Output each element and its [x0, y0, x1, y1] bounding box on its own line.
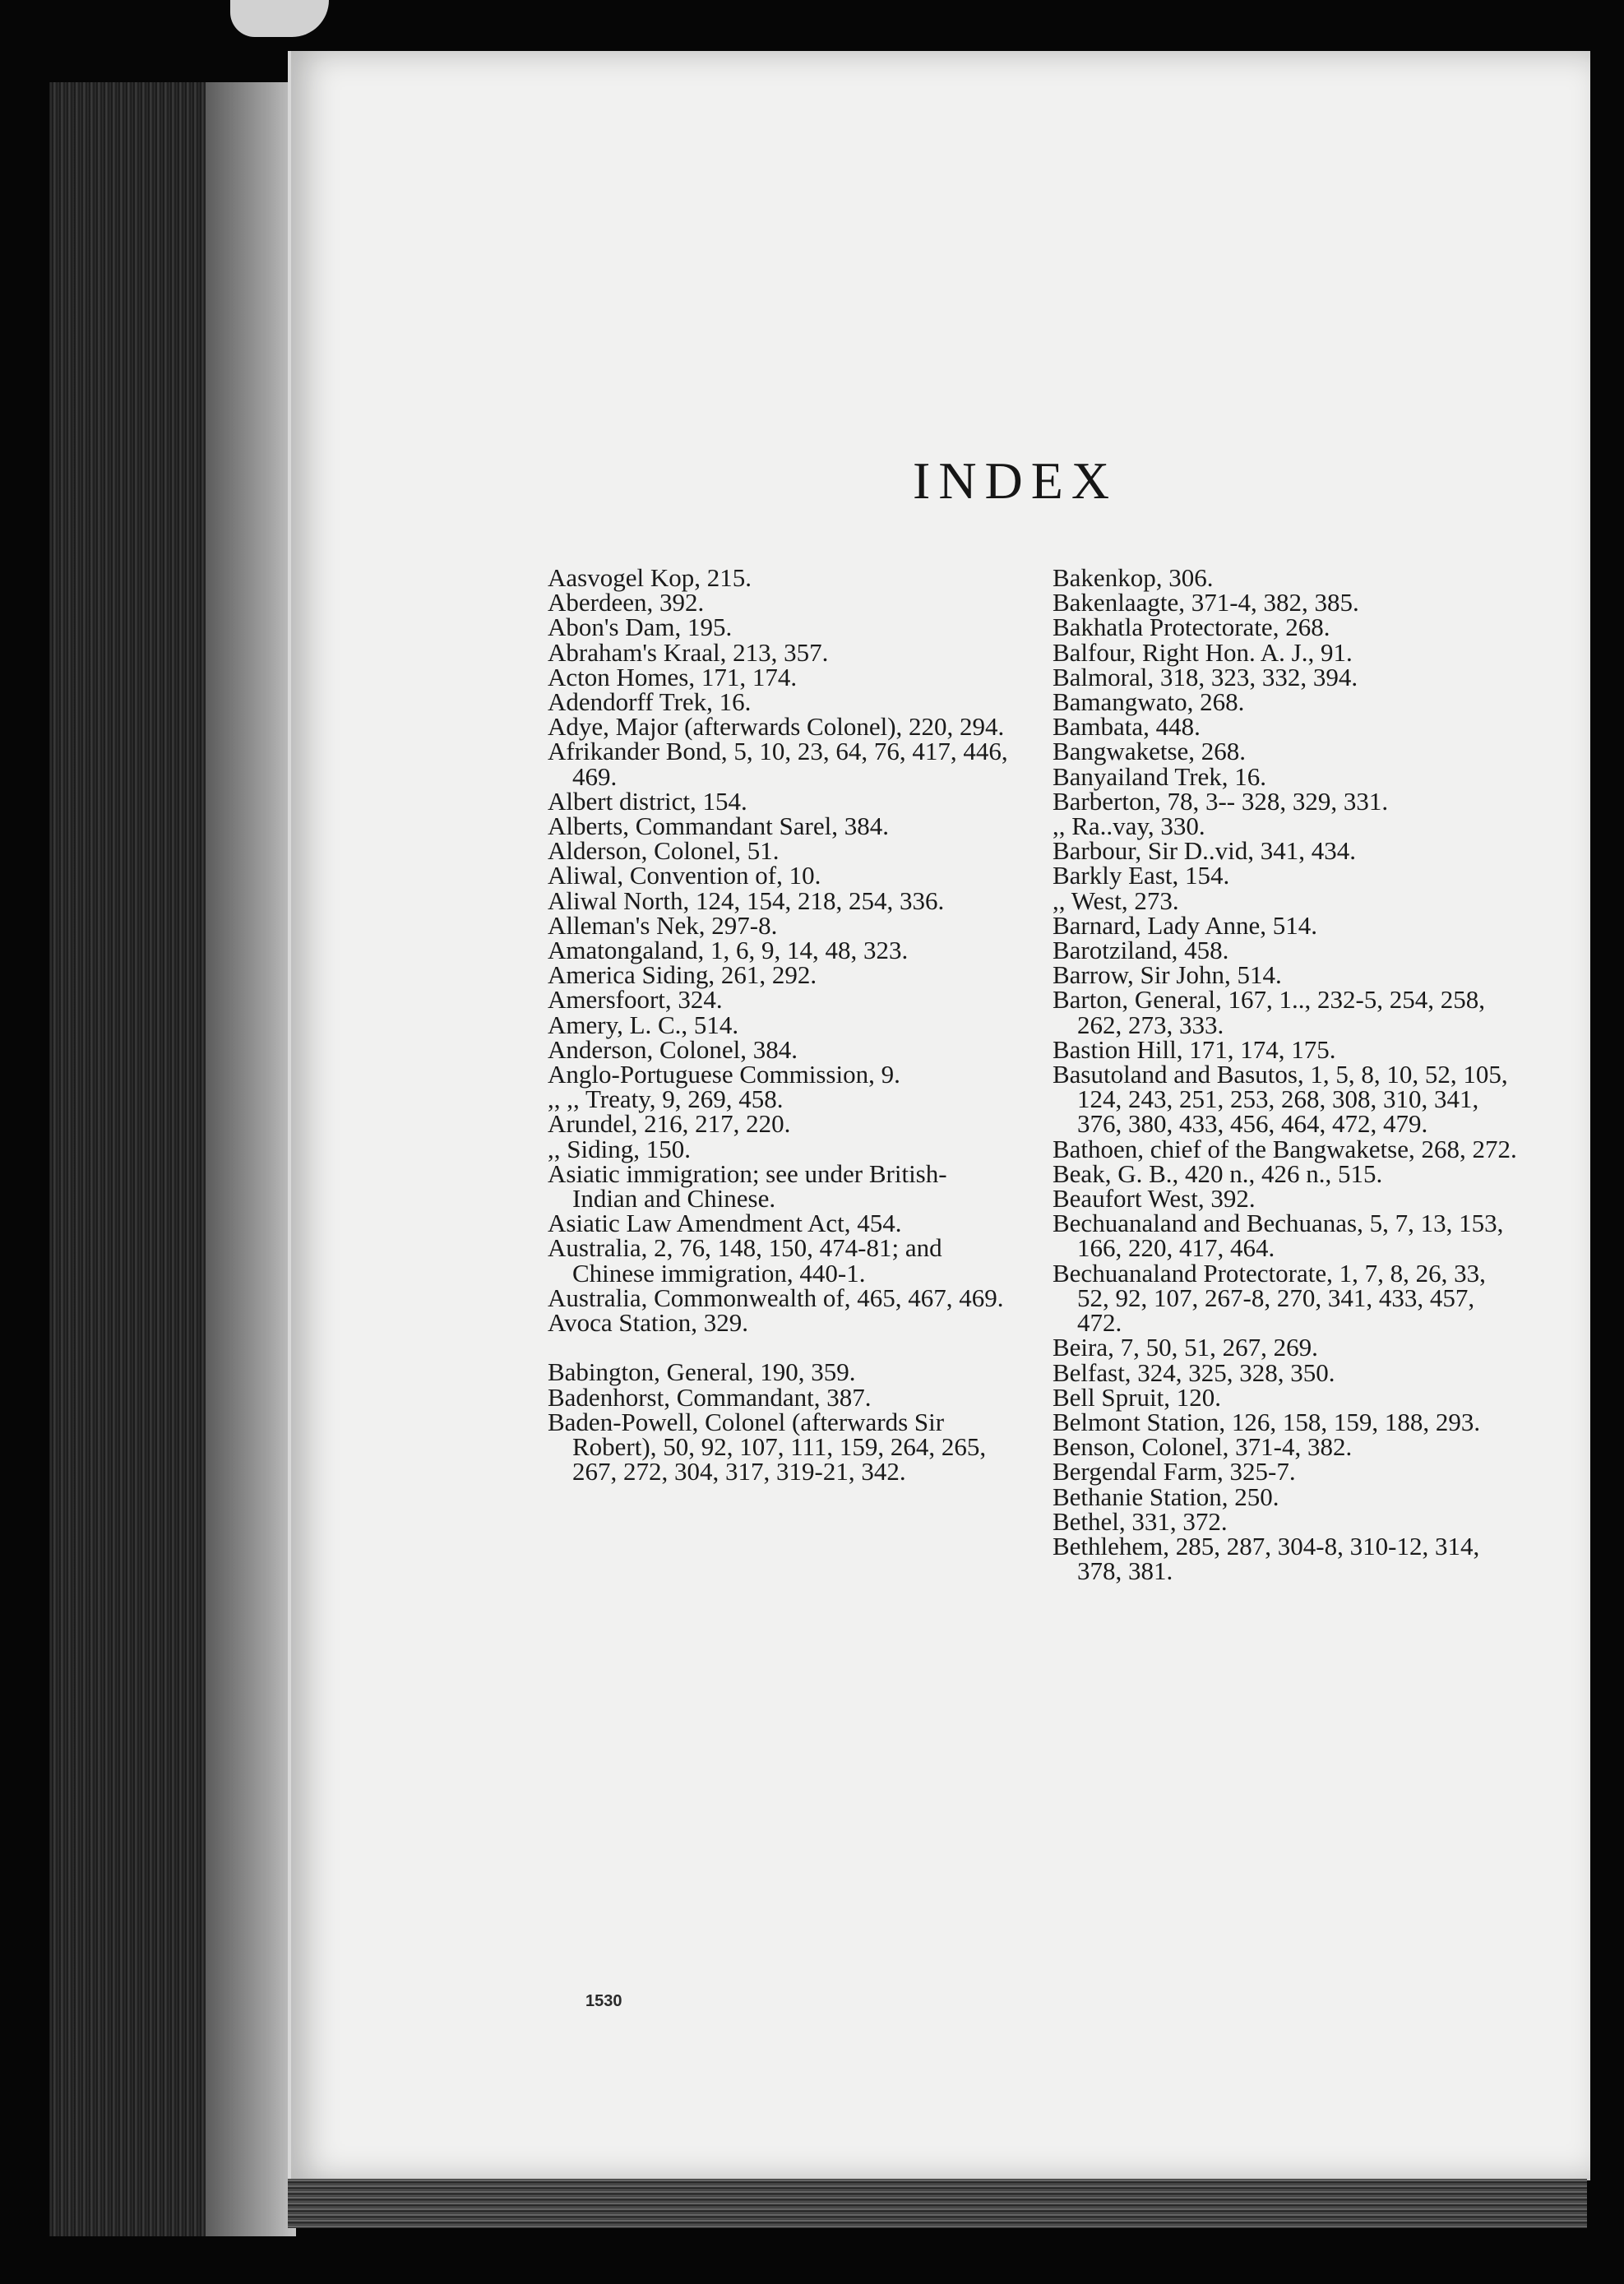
index-column-right: [1053, 563, 1521, 1586]
index-entry: Balfour, Right Hon. A. J., 91.: [1053, 637, 1353, 667]
index-entry: Badenhorst, Commandant, 387.: [548, 1382, 872, 1412]
index-entry: Bathoen, chief of the Bangwaketse, 268, 272.: [1053, 1134, 1517, 1163]
index-column-left: [548, 563, 1008, 1486]
index-entry: Asiatic Law Amendment Act, 454.: [548, 1209, 902, 1238]
index-entry: Acton Homes, 171, 174.: [548, 662, 798, 691]
index-entry: Bell Spruit, 120.: [1053, 1382, 1221, 1412]
index-entry: Barkly East, 154.: [1053, 861, 1230, 890]
index-entry: Australia, 2, 76, 148, 150, 474-81; and Chinese immigration, 440-1.: [548, 1233, 942, 1288]
index-entry: Barrow, Sir John, 514.: [1053, 960, 1282, 990]
index-entry: Bethel, 331, 372.: [1053, 1506, 1228, 1536]
index-entry: Bakhatla Protectorate, 268.: [1053, 613, 1330, 642]
index-entry: Arundel, 216, 217, 220.: [548, 1109, 791, 1139]
index-entry: Bambata, 448.: [1053, 712, 1201, 742]
index-entry: Beira, 7, 50, 51, 267, 269.: [1053, 1333, 1318, 1362]
index-entry: Aasvogel Kop, 215.: [548, 563, 752, 592]
index-entry: Babington, General, 190, 359.: [548, 1357, 856, 1387]
index-entry: Amersfoort, 324.: [548, 985, 723, 1015]
index-entry: Benson, Colonel, 371-4, 382.: [1053, 1432, 1353, 1462]
index-entry: ,, Siding, 150.: [548, 1134, 691, 1163]
index-entry: Adye, Major (afterwards Colonel), 220, 294.: [548, 712, 1005, 742]
page-title: INDEX: [913, 451, 1118, 510]
index-entry: Afrikander Bond, 5, 10, 23, 64, 76, 417, 446, 469.: [548, 737, 1008, 791]
index-entry: Barnard, Lady Anne, 514.: [1053, 910, 1317, 940]
index-entry: ,, ,, Treaty, 9, 269, 458.: [548, 1084, 784, 1114]
printer-signature-mark: 1530: [585, 1992, 622, 2010]
index-entry: Avoca Station, 329.: [548, 1308, 748, 1338]
index-entry: Beaufort West, 392.: [1053, 1184, 1256, 1214]
index-entry: Aliwal North, 124, 154, 218, 254, 336.: [548, 885, 945, 915]
book-bottom-edge: [288, 2179, 1587, 2228]
index-entry: Australia, Commonwealth of, 465, 467, 469.: [548, 1283, 1004, 1312]
index-entry: Belmont Station, 126, 158, 159, 188, 293.: [1053, 1407, 1481, 1436]
index-entry: ,, West, 273.: [1053, 885, 1179, 915]
index-entry: Banyailand Trek, 16.: [1053, 761, 1267, 791]
index-entry: Alderson, Colonel, 51.: [548, 836, 780, 866]
index-entry: Bethanie Station, 250.: [1053, 1482, 1279, 1511]
index-entry: Barbour, Sir D..vid, 341, 434.: [1053, 836, 1357, 866]
index-entry: Barotziland, 458.: [1053, 936, 1229, 965]
index-entry: Bakenkop, 306.: [1053, 563, 1214, 592]
index-entry: Bethlehem, 285, 287, 304-8, 310-12, 314, 378, 381.: [1053, 1531, 1480, 1586]
index-entry: Bechuanaland and Bechuanas, 5, 7, 13, 153, 166, 220, 417, 464.: [1053, 1209, 1504, 1263]
index-entry: Bechuanaland Protectorate, 1, 7, 8, 26, 33, 52, 92, 107, 267-8, 270, 341, 433, 457, 472.: [1053, 1258, 1486, 1338]
index-entry: Barberton, 78, 3-- 328, 329, 331.: [1053, 786, 1389, 816]
index-entry: Albert district, 154.: [548, 786, 747, 816]
index-entry: Aliwal, Convention of, 10.: [548, 861, 821, 890]
index-entry: Adendorff Trek, 16.: [548, 687, 752, 717]
book-page-edges: [49, 82, 296, 2236]
index-entry: Baden-Powell, Colonel (afterwards Sir Robert), 50, 92, 107, 111, 159, 264, 265, 267, 272, 304, 317, 319-21, 342.: [548, 1407, 987, 1486]
index-entry: Bergendal Farm, 325-7.: [1053, 1457, 1296, 1486]
index-entry: Amatongaland, 1, 6, 9, 14, 48, 323.: [548, 936, 909, 965]
index-entry: Alberts, Commandant Sarel, 384.: [548, 811, 889, 841]
index-entry: Anderson, Colonel, 384.: [548, 1034, 798, 1064]
index-entry: Bakenlaagte, 371-4, 382, 385.: [1053, 588, 1359, 617]
index-entry: Abraham's Kraal, 213, 357.: [548, 637, 829, 667]
index-entry: Balmoral, 318, 323, 332, 394.: [1053, 662, 1358, 691]
index-entry: ,, Ra..vay, 330.: [1053, 811, 1205, 841]
index-entry: Asiatic immigration; see under British-Indian and Chinese.: [548, 1158, 947, 1214]
index-entry: Anglo-Portuguese Commission, 9.: [548, 1060, 900, 1089]
index-entry: Beak, G. B., 420 n., 426 n., 515.: [1053, 1158, 1383, 1188]
index-entry: Basutoland and Basutos, 1, 5, 8, 10, 52, 105, 124, 243, 251, 253, 268, 308, 310, 341, 376, 380, 433, 456, 464, 472, 479.: [1053, 1060, 1508, 1139]
index-entry: Belfast, 324, 325, 328, 350.: [1053, 1357, 1335, 1387]
index-entry: Barton, General, 167, 1.., 232-5, 254, 258, 262, 273, 333.: [1053, 985, 1486, 1039]
index-entry: Bamangwato, 268.: [1053, 687, 1245, 717]
index-entry: Bastion Hill, 171, 174, 175.: [1053, 1034, 1336, 1064]
index-entry: Amery, L. C., 514.: [548, 1010, 739, 1039]
index-entry: Alleman's Nek, 297-8.: [548, 910, 778, 940]
index-entry: America Siding, 261, 292.: [548, 960, 817, 990]
index-entry: Aberdeen, 392.: [548, 588, 705, 617]
index-entry: Bangwaketse, 268.: [1053, 737, 1247, 766]
index-entry: Abon's Dam, 195.: [548, 613, 733, 642]
